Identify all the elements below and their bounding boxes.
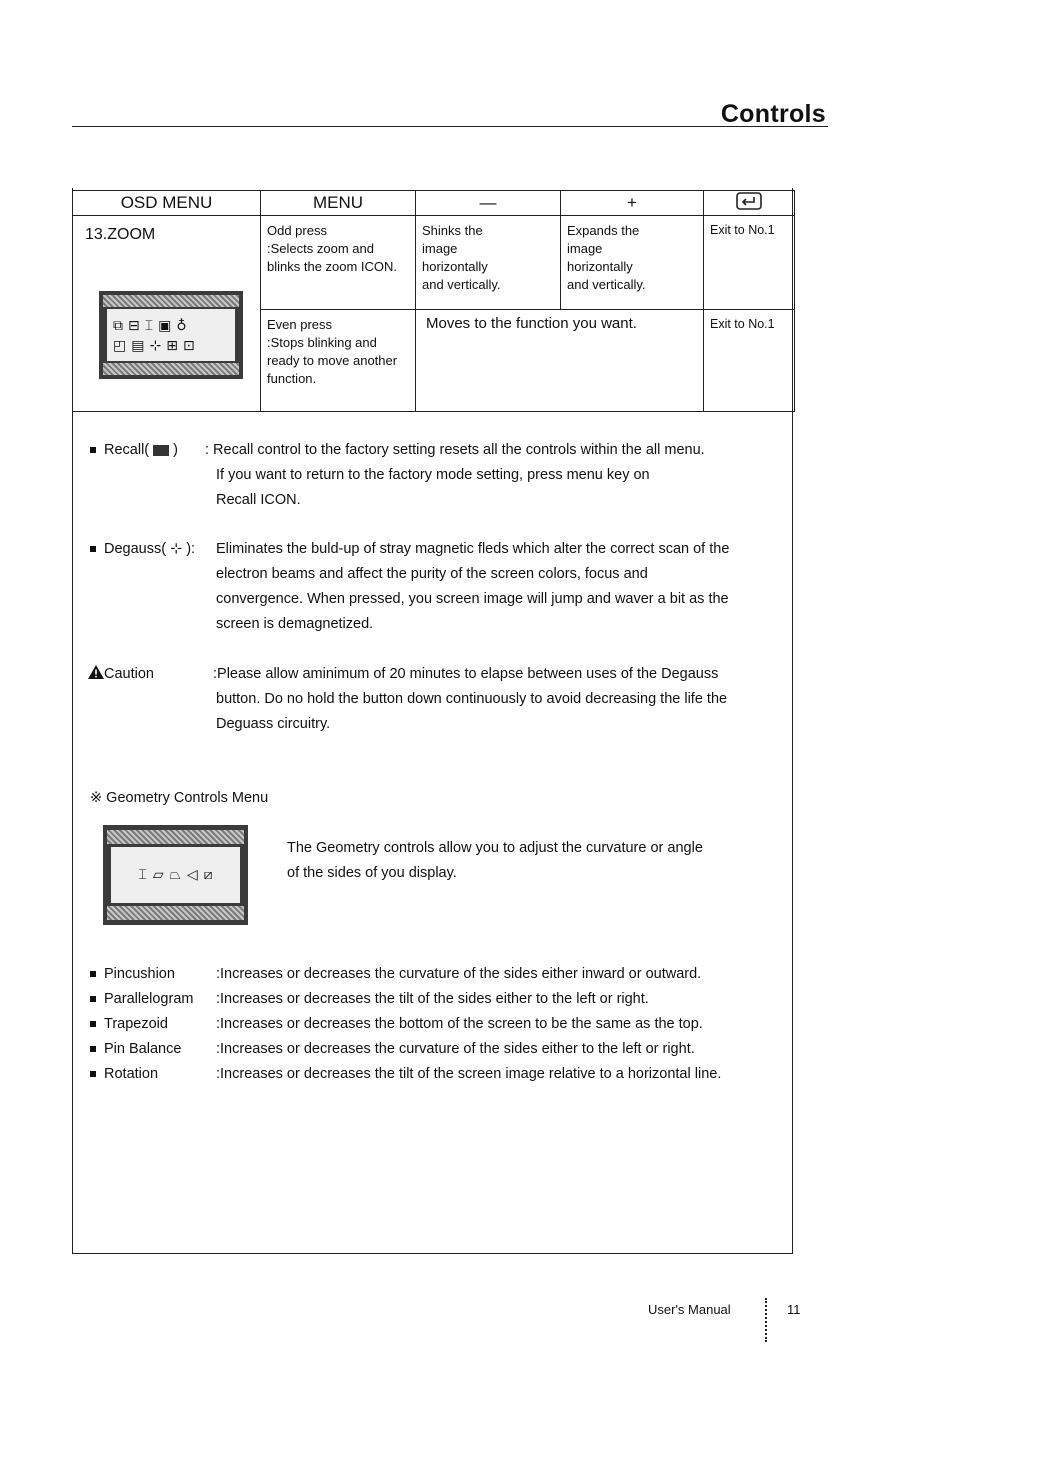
osd-icon-row-2 (113, 337, 231, 355)
degauss-line: convergence. When pressed, you screen image will jump and waver a bit as the (216, 591, 729, 607)
geometry-osd-screen (103, 825, 248, 925)
bullet (90, 1046, 96, 1052)
exit-cell-1 (704, 216, 795, 310)
moves-text: Moves to the function you want. (426, 315, 637, 332)
geometry-heading: ※ Geometry Controls Menu (90, 790, 269, 806)
recall-line: Recall ICON. (216, 492, 301, 508)
even-press-line: :Stops blinking and (267, 335, 377, 350)
caution-line: :Please allow aminimum of 20 minutes to elapse between uses of the Degauss (213, 666, 719, 682)
footer-divider (765, 1298, 767, 1342)
col-minus: — (416, 191, 561, 216)
exit-text: Exit to No.1 (710, 223, 775, 237)
geometry-term: Pincushion (104, 966, 175, 982)
page-number: 11 (787, 1302, 801, 1317)
osd-icon-row-1 (113, 317, 231, 335)
caution-line: Deguass circuitry. (216, 716, 331, 732)
picture-icon: ⧉ (113, 318, 123, 334)
recall-line: : Recall control to the factory setting resets all the controls within the all menu. (205, 442, 705, 458)
geometry-desc-line: of the sides of you display. (287, 865, 457, 881)
enter-icon (736, 192, 762, 210)
pincushion-icon: ⌶ (138, 867, 147, 883)
screen-hatch-top (107, 830, 244, 844)
screen-inner (111, 847, 240, 903)
odd-press-cell (261, 216, 416, 310)
warning-icon (88, 665, 104, 679)
bullet (90, 996, 96, 1002)
plus-cell (561, 216, 704, 310)
plus-line: and vertically. (567, 277, 646, 292)
degauss-line: Eliminates the buld-up of stray magnetic fleds which alter the correct scan of the (216, 541, 730, 557)
geometry-desc-line: The Geometry controls allow you to adjust the curvature or angle (287, 840, 703, 856)
minus-line: image (422, 241, 458, 256)
even-press-line: ready to move another (267, 353, 398, 368)
degauss-icon: ⊹ (170, 541, 183, 557)
bullet (90, 971, 96, 977)
language-icon: ♁ (176, 318, 187, 334)
frame-icon: ◰ (113, 338, 127, 354)
bullet (90, 546, 96, 552)
list-item (90, 987, 790, 1012)
exit-cell-2 (704, 310, 795, 412)
geometry-term: Parallelogram (104, 991, 194, 1007)
bullet (90, 447, 96, 453)
osd-table (72, 190, 795, 412)
recall-term-text: Recall( (104, 442, 150, 458)
screen-hatch-bottom (103, 363, 239, 375)
osd-table-header (73, 191, 795, 216)
zoom-label: 13.ZOOM (85, 226, 156, 243)
list-item (90, 962, 790, 987)
moves-cell (416, 310, 704, 412)
recall-desc (205, 438, 785, 513)
col-enter (704, 191, 795, 216)
geometry-desc: :Increases or decreases the tilt of the sides either to the left or right. (216, 991, 649, 1007)
minus-line: horizontally (422, 259, 488, 274)
recall-line: If you want to return to the factory mode setting, press menu key on (216, 467, 650, 483)
minus-line: and vertically. (422, 277, 501, 292)
osd-row-odd (73, 216, 795, 310)
bullet (90, 1071, 96, 1077)
screen-hatch-bottom (107, 906, 244, 920)
osd-zoom-screen (99, 291, 243, 379)
recall-icon (153, 445, 169, 456)
recall-term (90, 438, 178, 463)
odd-press-line: :Selects zoom and (267, 241, 374, 256)
minus-cell (416, 216, 561, 310)
col-osd-menu: OSD MENU (73, 191, 261, 216)
plus-line: Expands the (567, 223, 640, 238)
zoom-cell (73, 216, 261, 412)
rotation-icon: ⧄ (203, 867, 213, 883)
pincushion-icon: ⌶ (144, 318, 154, 334)
geometry-list (90, 962, 790, 1087)
info-icon: ▤ (131, 338, 145, 354)
list-item (90, 1037, 790, 1062)
bullet (90, 1021, 96, 1027)
recall-term-close: ) (173, 442, 178, 458)
trapezoid-icon: ⏢ (169, 867, 181, 883)
zoom-icon: ⊡ (182, 338, 195, 354)
list-item (90, 1012, 790, 1037)
recall-icon: ⊞ (166, 338, 178, 354)
geometry-desc: :Increases or decreases the tilt of the screen image relative to a horizontal line. (216, 1066, 722, 1082)
even-press-cell (261, 310, 416, 412)
caution-term-text: Caution (104, 666, 154, 682)
exit-text: Exit to No.1 (710, 317, 775, 331)
geometry-desc: :Increases or decreases the bottom of the screen to be the same as the top. (216, 1016, 703, 1032)
degauss-line: electron beams and affect the purity of the screen colors, focus and (216, 566, 648, 582)
odd-press-line: blinks the zoom ICON. (267, 259, 398, 274)
plus-line: image (567, 241, 603, 256)
list-item (90, 1062, 790, 1087)
degauss-term (90, 537, 195, 562)
caution-term (88, 662, 154, 687)
odd-press-line: Odd press (267, 223, 327, 238)
caution-desc (213, 662, 793, 737)
even-press-line: function. (267, 371, 317, 386)
parallelogram-icon: ▱ (152, 867, 164, 883)
degauss-term-close: ): (186, 541, 196, 557)
size-icon: ⊟ (128, 318, 140, 334)
degauss-icon: ⊹ (149, 338, 162, 354)
geometry-term: Pin Balance (104, 1041, 182, 1057)
pin-balance-icon: ◁ (186, 867, 198, 883)
page-title: Controls (720, 100, 826, 128)
degauss-desc (216, 537, 796, 637)
minus-line: Shinks the (422, 223, 483, 238)
footer-label: User's Manual (648, 1302, 731, 1317)
screen-inner (107, 309, 235, 361)
caution-line: button. Do no hold the button down continuously to avoid decreasing the life the (216, 691, 728, 707)
geometry-term: Trapezoid (104, 1016, 168, 1032)
geometry-term: Rotation (104, 1066, 159, 1082)
even-press-line: Even press (267, 317, 333, 332)
position-icon: ▣ (158, 318, 172, 334)
plus-line: horizontally (567, 259, 633, 274)
geometry-desc: :Increases or decreases the curvature of the sides either to the left or right. (216, 1041, 695, 1057)
col-plus: + (561, 191, 704, 216)
degauss-term-text: Degauss( (104, 541, 167, 557)
geometry-desc: :Increases or decreases the curvature of the sides either inward or outward. (216, 966, 702, 982)
degauss-line: screen is demagnetized. (216, 616, 374, 632)
screen-hatch-top (103, 295, 239, 307)
geometry-description (287, 836, 787, 886)
header-rule (72, 126, 828, 127)
col-menu: MENU (261, 191, 416, 216)
